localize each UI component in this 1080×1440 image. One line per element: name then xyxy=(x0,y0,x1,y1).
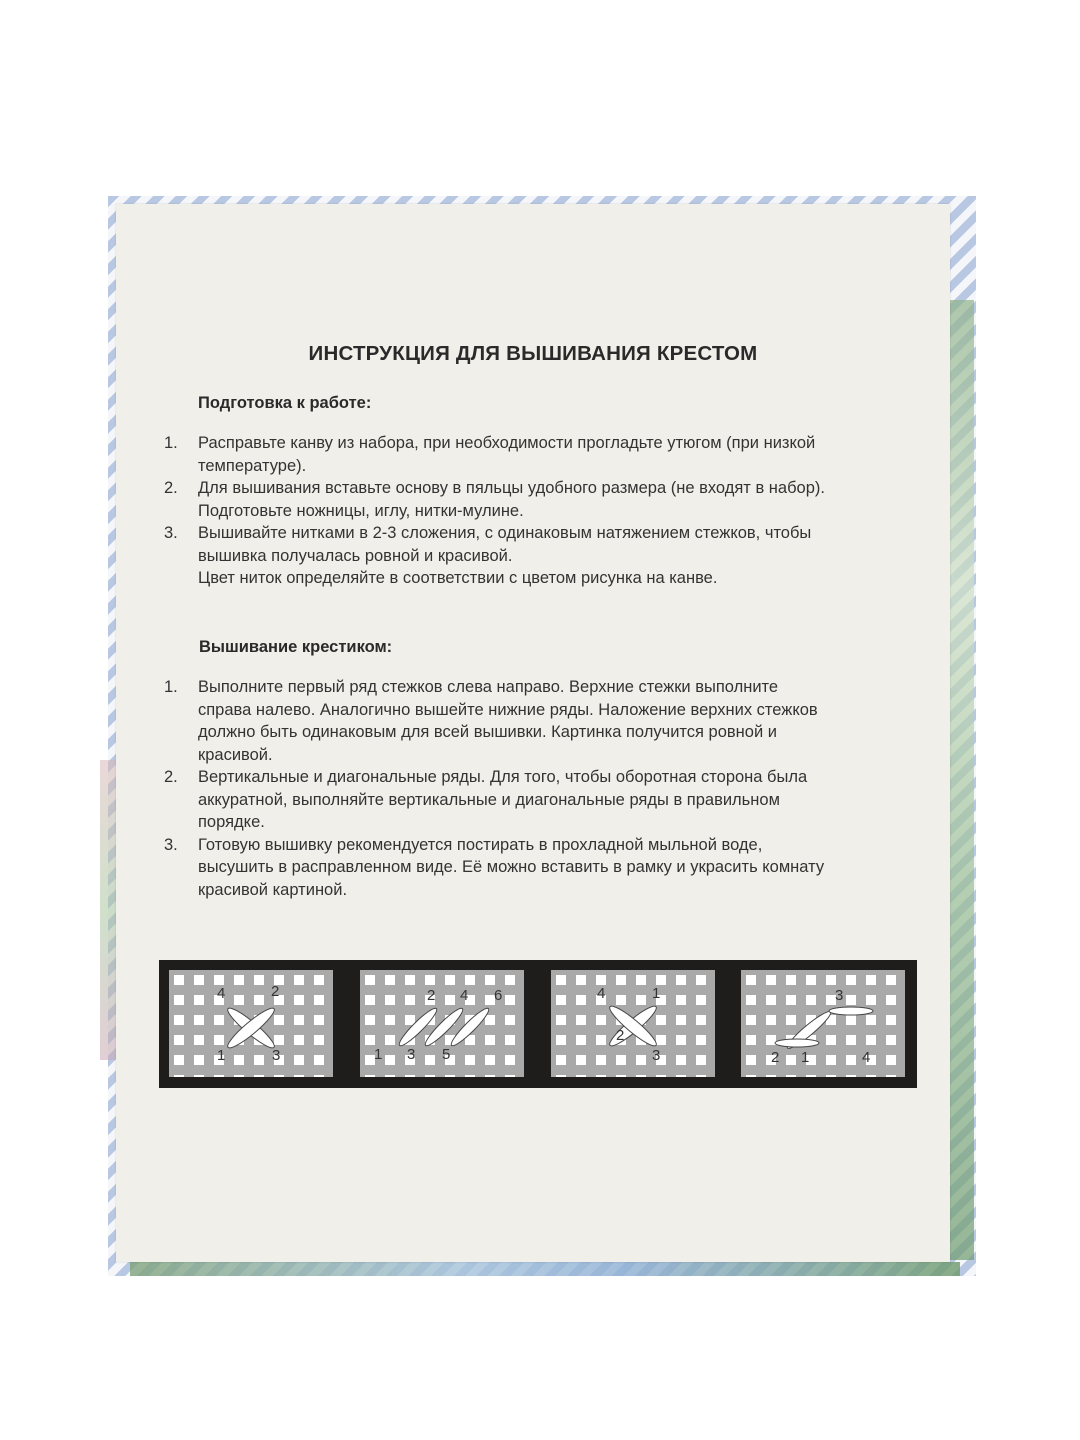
diagram-label: 4 xyxy=(460,987,469,1004)
floral-decoration-right xyxy=(948,300,974,1260)
diagram-label: 5 xyxy=(442,1046,451,1063)
diagram-label: 1 xyxy=(801,1049,810,1066)
stitch-diagram-4 xyxy=(741,970,905,1077)
instruction-sheet xyxy=(116,204,950,1262)
stitch-diagram-2 xyxy=(360,970,524,1077)
diagram-label: 6 xyxy=(494,987,503,1004)
cross-stitch-list xyxy=(164,676,924,901)
diagram-label: 4 xyxy=(217,985,226,1002)
diagram-label: 2 xyxy=(427,987,436,1004)
diagram-label: 2 xyxy=(616,1027,625,1044)
diagram-label: 3 xyxy=(272,1047,281,1064)
list-item: 3. Готовую вышивку рекомендуется постирать в прохладной мыльной воде, высушить в расправленном виде. Её можно вставить в рамку и украсить комнату красивой картиной. xyxy=(164,835,825,899)
stitch-diagram-1 xyxy=(169,970,333,1077)
preparation-heading: Подготовка к работе: xyxy=(198,394,372,412)
diagram-label: 4 xyxy=(862,1049,871,1066)
diagram-label: 2 xyxy=(271,983,280,1000)
diagram-label: 1 xyxy=(217,1047,226,1064)
stitch-diagram-3 xyxy=(551,970,715,1077)
diagram-label: 1 xyxy=(652,985,661,1002)
cross-stitch-heading: Вышивание крестиком: xyxy=(199,638,393,656)
list-item: 2. Вертикальные и диагональные ряды. Для того, чтобы оборотная сторона была аккуратной, выполняйте вертикальные и диагональные ряды в правильном порядке. xyxy=(164,768,808,831)
diagram-label: 2 xyxy=(771,1049,780,1066)
list-item: 3. Вышивайте нитками в 2-3 сложения, с одинаковым натяжением стежков, чтобы вышивка получалась ровной и красивой. Цвет ниток определяйте в соответствии с цветом рисунка на канве. xyxy=(164,524,812,587)
preparation-list xyxy=(164,432,924,590)
list-item: 1. Выполните первый ряд стежков слева направо. Верхние стежки выполните справа налево. Аналогично вышейте нижние ряды. Наложение верхних стежков должно быть одинаковым для всей вышивки. Картинка получится ровной и красивой. xyxy=(164,678,818,764)
diagram-label: 4 xyxy=(597,985,606,1002)
diagram-label: 3 xyxy=(652,1047,661,1064)
floral-decoration-bottom xyxy=(130,1262,960,1276)
diagram-label: 3 xyxy=(835,987,844,1004)
list-item: 2. Для вышивания вставьте основу в пяльцы удобного размера (не входят в набор). Подготовьте ножницы, иглу, нитки-мулине. xyxy=(164,479,825,520)
document-title: ИНСТРУКЦИЯ ДЛЯ ВЫШИВАНИЯ КРЕСТОМ xyxy=(308,342,758,365)
diagram-label: 3 xyxy=(407,1046,416,1063)
list-item: 1. Расправьте канву из набора, при необходимости прогладьте утюгом (при низкой температуре). xyxy=(164,434,816,475)
stitch-diagrams-strip xyxy=(159,960,917,1088)
diagram-label: 1 xyxy=(374,1046,383,1063)
